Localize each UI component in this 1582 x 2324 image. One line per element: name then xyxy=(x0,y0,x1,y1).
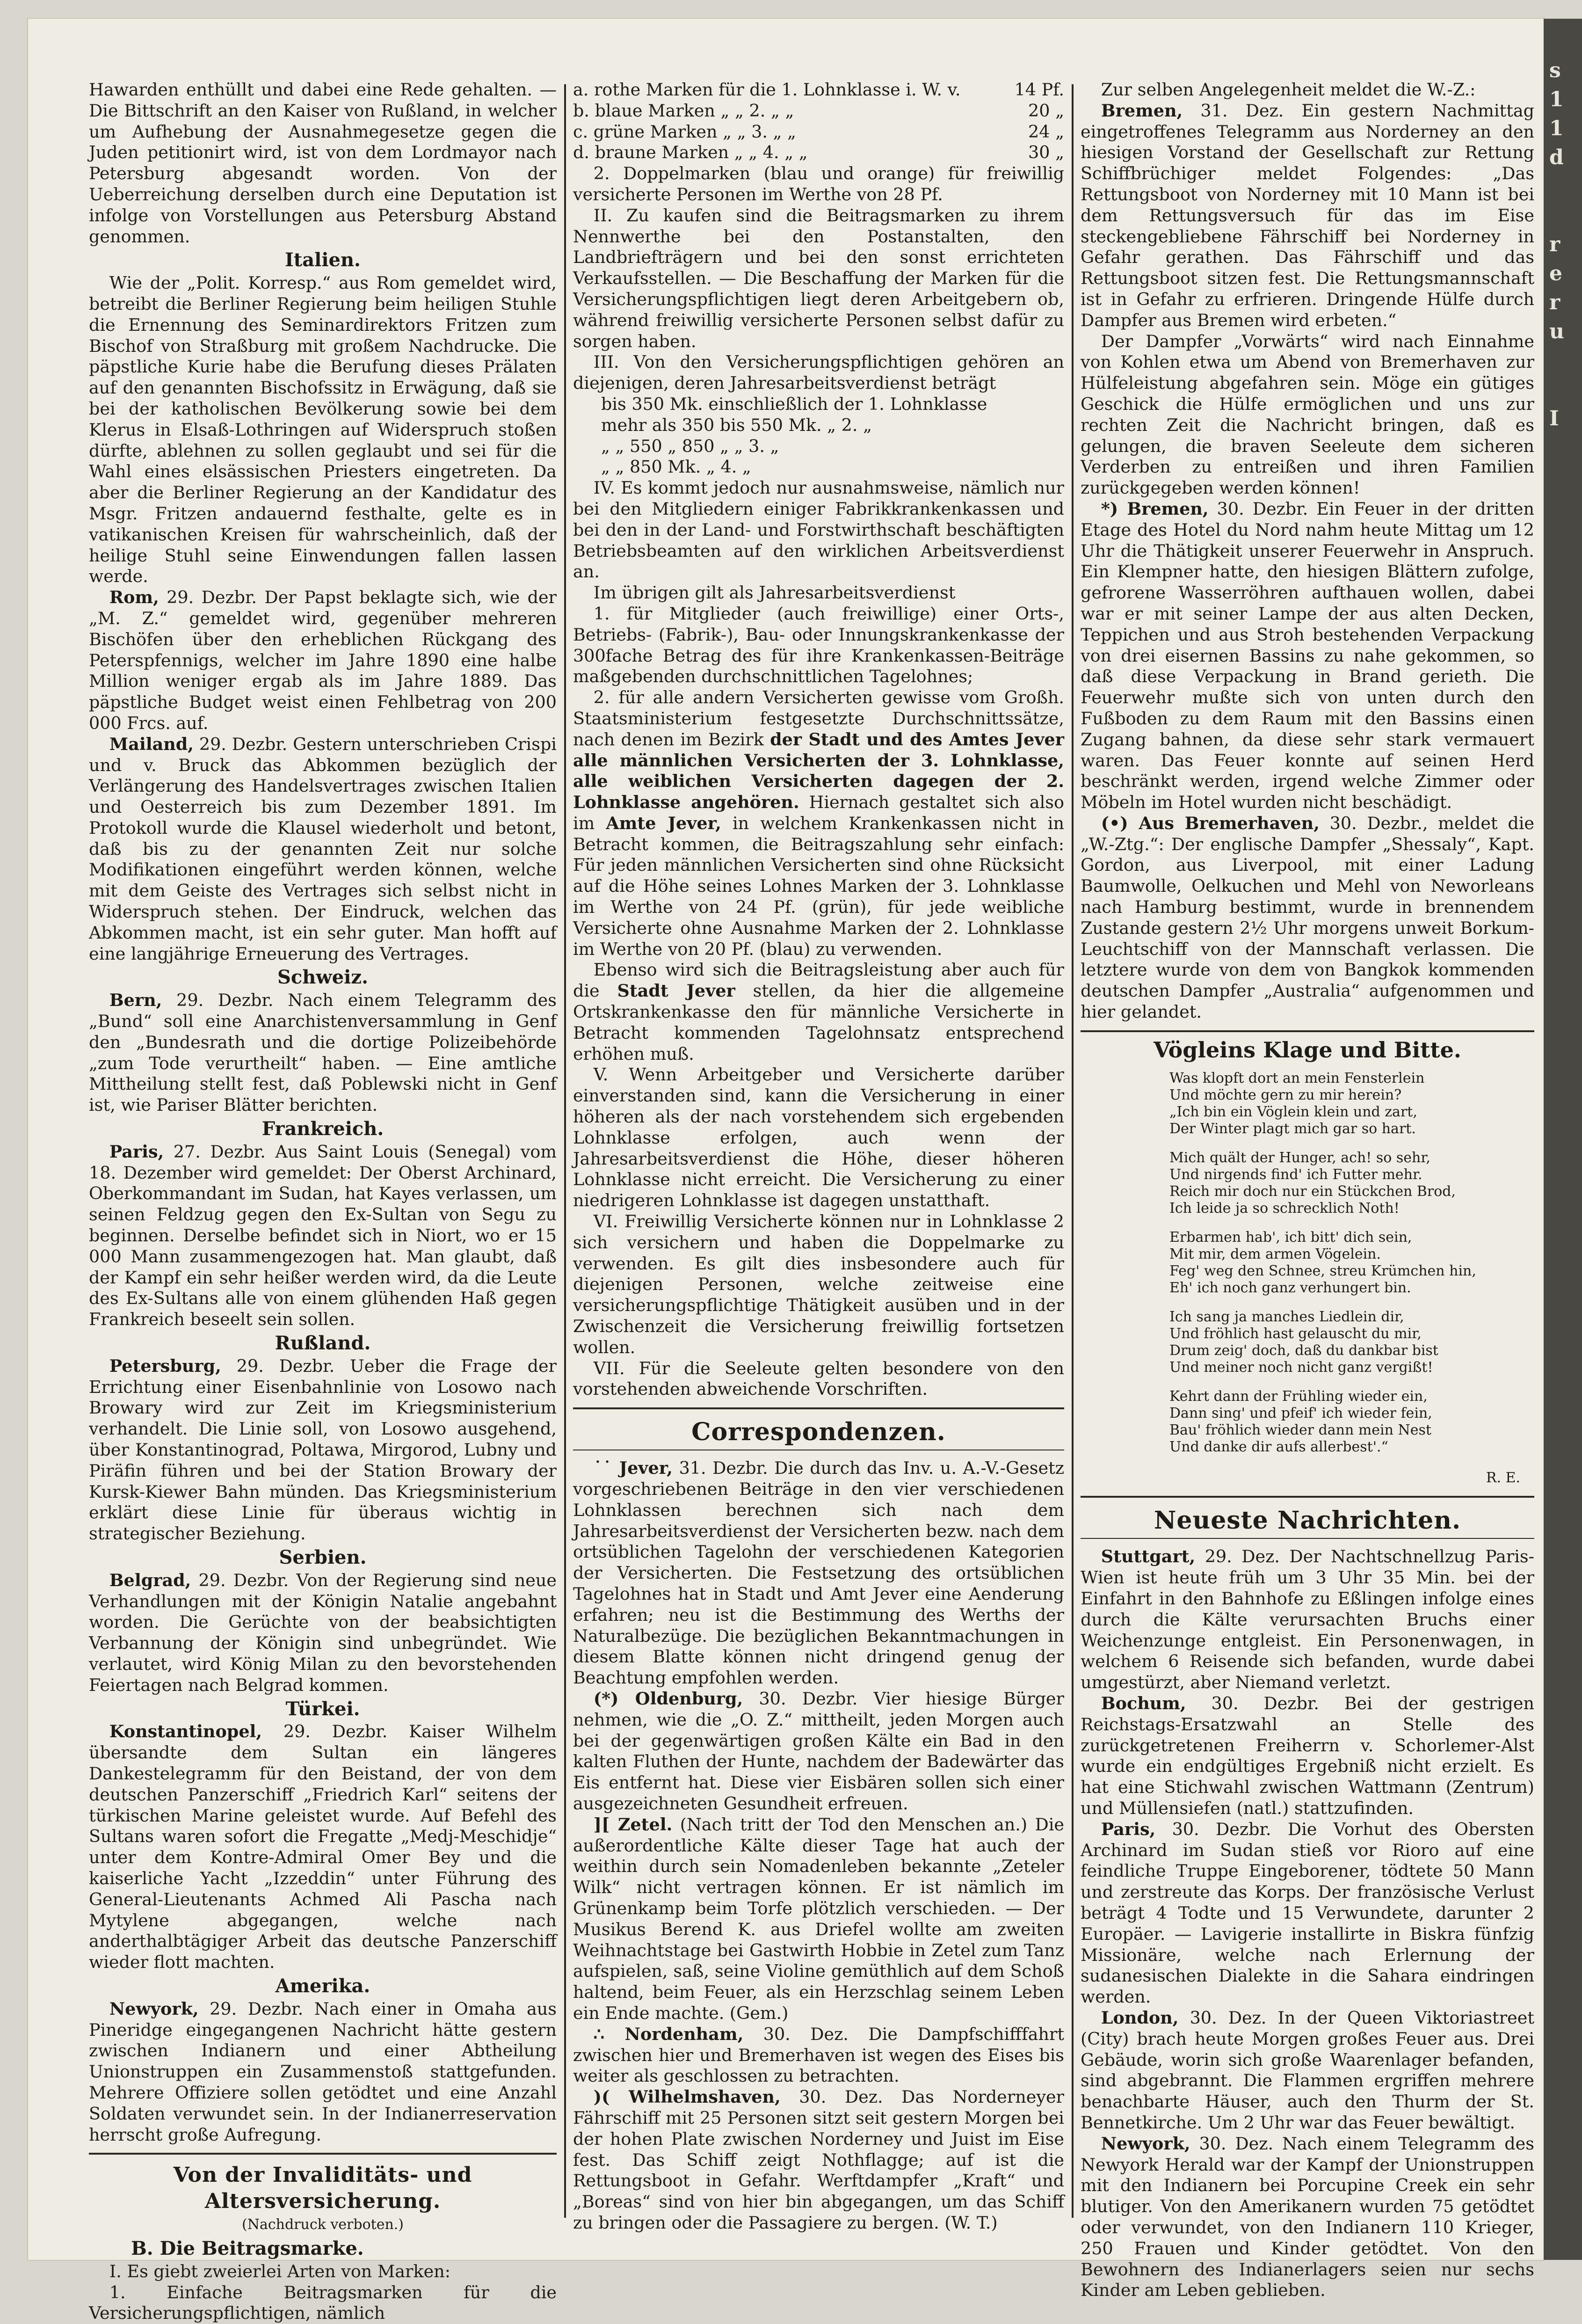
poem-stanza xyxy=(1169,1229,1534,1297)
mark-label: a. rothe Marken für die 1. Lohnklasse i. W. v. xyxy=(573,80,961,100)
article-text: (Nach tritt der Tod den Menschen an.) Die außerordentliche Kälte dieser Tage hat auch der weithin durch sein Nomadenleben bekannte „Zeteler Wilk“ nicht vertragen können. Er ist nämlich im Grünenkamp beim Torfe plötzlich verschieden. — Der Musikus Berend K. aus Driefel wollte am zweiten Weihnachtstage bei Gastwirth Hobbie in Zetel zum Tanz aufspielen, saß, seine Violine gemüthlich auf dem Schoß haltend, beim Feuer, als ein Herzschlag seinem Leben ein Ende machte. (Gem.) xyxy=(573,1814,1064,2023)
mark-row xyxy=(573,142,1064,163)
article-paragraph xyxy=(1081,2134,1534,2301)
dateline: (•) Aus Bremerhaven, xyxy=(1101,813,1320,833)
mark-label: d. braune Marken „ „ 4. „ „ xyxy=(573,142,808,163)
article-paragraph: II. Zu kaufen sind die Beitragsmarken zu ihrem Nennwerthe bei den Postanstalten, den Landbriefträgern und bei den sonst errichteten Verkaufsstellen. — Die Beschaffung der Marken für die Versicherungspflichtigen liegt deren Arbeitgebern ob, während freiwillig versicherte Personen selbst dafür zu sorgen haben. xyxy=(573,205,1064,351)
edge-fragment: I xyxy=(1549,407,1559,430)
poem-line: Dann sing' und pfeif' ich wieder fein, xyxy=(1169,1405,1432,1421)
horizontal-rule xyxy=(1081,1538,1534,1539)
horizontal-rule xyxy=(573,1407,1064,1409)
section-heading: Neueste Nachrichten. xyxy=(1154,1506,1461,1535)
poem-line: Und fröhlich hast gelauscht du mir, xyxy=(1169,1325,1422,1342)
marks-list xyxy=(573,80,1064,163)
article-text: 30. Dezbr. Ein Feuer in der dritten Etage des Hotel du Nord nahm heute Mittag um 12 Uhr die Thätigkeit unserer Feuerwehr in Anspruch. Ein Klempner hatte, den hiesigen Blättern zufolge, gefrorene Wasserröhren aufthauen wollen, dabei war er mit seiner Lampe der aus alten Decken, Teppichen und aus Stroh bestehenden Verpackung von drei eisernen Bassins zu nahe gekommen, so daß diese Verpackung in Brand gerieth. Die Feuerwehr mußte sich von unten durch den Fußboden zu dem Raum mit den Bassins einen Zugang bahnen, da diese sehr stark vermauert waren. Das Feuer konnte auf seinen Herd beschränkt werden, irgend welche Zimmer oder Möbeln im Hotel wurden nicht beschädigt. xyxy=(1081,498,1534,813)
edge-fragment: 1 xyxy=(1549,87,1564,111)
article-paragraph: 1. für Mitglieder (auch freiwillige) einer Orts-, Betriebs- (Fabrik-), Bau- oder Innungskrankenkasse der 300fache Betrag des für ihre Krankenkassen-Beiträge maßgebenden durchschnittlichen Tagelohnes; xyxy=(573,603,1064,687)
poem-line: Feg' weg den Schnee, streu Krümchen hin, xyxy=(1169,1262,1476,1279)
horizontal-rule xyxy=(1081,1496,1534,1498)
dateline: Bern, xyxy=(109,990,162,1011)
poem-line: Ich sang ja manches Liedlein dir, xyxy=(1169,1308,1404,1325)
income-table xyxy=(573,394,1064,478)
article-paragraph xyxy=(1081,1693,1534,1819)
dateline: Mailand, xyxy=(109,734,194,754)
section-heading: Correspondenzen. xyxy=(691,1418,946,1447)
subsection-heading: B. Die Beitragsmarke. xyxy=(131,2237,364,2260)
column-3 xyxy=(1081,80,1534,2301)
poem-line: Ich leide ja so schrecklich Noth! xyxy=(1169,1200,1400,1217)
emphasis-text: der Stadt und des Amtes Jever alle männlichen Versicherten der 3. Lohnklasse, alle weiblichen Versicherten dagegen der 2. Lohnklasse angehören. xyxy=(573,729,1064,813)
article-text: in welchem Krankenkassen nicht in Betracht kommen, die Beitragszahlung sehr einfach: Für jeden männlichen Versicherten sind ohne Rücksicht auf die Höhe seines Lohnes Marken der 3. Lohnklasse im Werthe von 24 Pf. (grün), für jede weibliche Versicherte ohne Ausnahme Marken der 2. Lohnklasse im Werthe von 20 Pf. (blau) zu verwenden. xyxy=(573,813,1064,959)
mark-label: c. grüne Marken „ „ 3. „ „ xyxy=(573,121,796,142)
dateline: )( Wilhelmshaven, xyxy=(593,2087,781,2107)
article-paragraph xyxy=(573,960,1064,1064)
dateline: Rom, xyxy=(109,587,159,608)
article-paragraph xyxy=(1081,1546,1534,1693)
article-text: 27. Dezbr. Aus Saint Louis (Senegal) vom 18. Dezember wird gemeldet: Der Oberst Archinard, Oberkommandant im Sudan, hat Kayes verlassen, um seinen Feldzug gegen den Ex-Sultan von Segu zu beginnen. Derselbe befindet sich in Niort, wo er 15 000 Mann zusammengezogen hat. Man glaubt, daß der Kampf ein sehr heißer werden wird, da die Leute des Ex-Sultans alle von einem glühenden Haß gegen Frankreich beseelt sein sollen. xyxy=(89,1141,557,1330)
article-paragraph xyxy=(573,2087,1064,2234)
article-text: 30. Dezbr., meldet die „W.-Ztg.“: Der englische Dampfer „Shessaly“, Kapt. Gordon, aus Liverpool, mit einer Ladung Baumwolle, Oelkuchen und Mehl von Neworleans nach Hamburg bestimmt, wurde in brennendem Zustande gestern 2½ Uhr morgens unweit Borkum-Leuchtschiff von der Mannschaft verlassen. Die letztere wurde von dem von Bangkok kommenden deutschen Dampfer „Australia“ aufgenommen und hier gelandet. xyxy=(1081,813,1534,1022)
article-paragraph xyxy=(573,2024,1064,2087)
emphasis-text: Stadt Jever xyxy=(617,981,735,1001)
poem-line: Bau' fröhlich wieder dann mein Nest xyxy=(1169,1421,1431,1438)
poem-stanza xyxy=(1169,1388,1534,1456)
poem-line: Eh' ich noch ganz verhungert bin. xyxy=(1169,1279,1411,1296)
article-text: 29. Dezbr. Von der Regierung sind neue Verhandlungen mit der Königin Natalie angebahnt worden. Die Gerüchte von der beabsichtigten Verbannung der Königin sind unbegründet. Wie verlautet, wird König Milan zu den bevorstehenden Feiertagen nach Belgrad kommen. xyxy=(89,1570,557,1695)
poem-line: Und nirgends find' ich Futter mehr. xyxy=(1169,1166,1422,1183)
poem-line: Erbarmen hab', ich bitt' dich sein, xyxy=(1169,1229,1412,1246)
dateline: Bremen, xyxy=(1101,100,1183,121)
horizontal-rule xyxy=(1081,1030,1534,1032)
income-row: bis 350 Mk. einschließlich der 1. Lohnklasse xyxy=(601,393,987,414)
edge-fragment xyxy=(1549,201,1577,230)
section-heading: Rußland. xyxy=(275,1332,371,1355)
article-paragraph xyxy=(89,587,557,734)
poem-line: Und möchte gern zu mir herein? xyxy=(1169,1086,1402,1103)
article-paragraph: Hawarden enthüllt und dabei eine Rede gehalten. — Die Bittschrift an den Kaiser von Rußland, in welcher um Aufhebung der Ausnahmegesetze gegen die Juden petitionirt wird, ist von dem Lordmayor nach Petersburg abgesandt worden. Von der Ueberreichung derselben durch eine Deputation ist infolge von Vorstellungen aus Petersburg Abstand genommen. xyxy=(89,80,557,247)
article-text: 29. Dezbr. Nach einer in Omaha aus Pineridge eingegangenen Nachricht hätte gestern zwischen Indianern und einer Abtheilung Unionstruppen ein Zusammenstoß stattgefunden. Mehrere Offiziere sollen getödtet und eine Anzahl Soldaten verwundet sein. In der Indianerreservation herrscht große Aufregung. xyxy=(89,1998,557,2145)
article-paragraph xyxy=(573,687,1064,960)
section-heading: Italien. xyxy=(285,249,361,271)
adjacent-page-text xyxy=(1549,56,1577,433)
article-paragraph: Der Dampfer „Vorwärts“ wird nach Einnahme von Kohlen etwa um Abend von Bremerhaven zur Hülfeleistung abgefahren sein. Möge ein gütiges Geschick die Hülfe ermöglichen und uns zur rechten Zeit die Nachricht bringen, daß es gelungen, die braven Seeleute dem sicheren Verderben zu entreißen und ihren Familien zurückgegeben werden können! xyxy=(1081,331,1534,498)
poem-stanza xyxy=(1169,1150,1534,1217)
article-paragraph xyxy=(89,1570,557,1696)
income-row: mehr als 350 bis 550 Mk. „ 2. „ xyxy=(601,415,872,435)
poem-line: Kehrt dann der Frühling wieder ein, xyxy=(1169,1388,1428,1405)
poem-line: Und meiner noch nicht ganz vergißt! xyxy=(1169,1359,1433,1376)
poem-signature: R. E. xyxy=(1486,1469,1520,1486)
mark-row xyxy=(573,122,1064,143)
mark-value: 14 Pf. xyxy=(1014,80,1064,100)
poem-line: Drum zeig' doch, daß du dankbar bist xyxy=(1169,1342,1438,1359)
article-text: 30. Dezbr. Die Vorhut des Obersten Archinard im Sudan stieß vor Rioro auf eine feindliche Truppe Eingeborener, tödtete 50 Mann und zerstreute das Korps. Der französische Verlust beträgt 4 Todte und 15 Verwundete, darunter 2 Europäer. — Lavigerie installirte in Biskra fünfzig Missionäre, welche nach Erlernung der sudanesischen Dialekte in die Sahara eindringen werden. xyxy=(1081,1819,1534,2007)
article-paragraph: VI. Freiwillig Versicherte können nur in Lohnklasse 2 sich versichern und haben die Doppelmarke zu verwenden. Es gilt dies insbesondere auch für diejenigen Personen, welche zeitweise eine versicherungspflichtige Thätigkeit ausüben und in der Zwischenzeit die Versicherung freiwillig fortsetzen wollen. xyxy=(573,1211,1064,1357)
section-heading: Amerika. xyxy=(275,1974,370,1997)
dateline: Konstantinopel, xyxy=(109,1721,262,1742)
column-2 xyxy=(573,80,1065,2233)
article-paragraph: Zur selben Angelegenheit meldet die W.-Z.: xyxy=(1101,80,1476,100)
article-paragraph xyxy=(1081,2008,1534,2134)
horizontal-rule xyxy=(89,2153,557,2155)
article-text: 30. Dez. Nach einem Telegramm des Newyork Herald war der Kampf der Unionstruppen mit den Indianern bei Porcupine Creek ein sehr blutiger. Von den Amerikanern wurden 75 getödtet oder verwundet, von den Indianern 110 Krieger, 250 Frauen und Kinder getödtet. Von den Bewohnern des Indianerlagers seien nur sechs Kinder am Leben geblieben. xyxy=(1081,2133,1534,2301)
article-text: 30. Dezbr. Vier hiesige Bürger nehmen, wie die „O. Z.“ mittheilt, jeden Morgen auch bei der gegenwärtigen großen Kälte ein Bad in den kalten Fluthen der Hunte, nachdem der Badewärter das Eis entfernt hat. Diese vier Eisbären sollen sich einer ausgezeichneten Gesundheit erfreuen. xyxy=(573,1688,1064,1814)
section-heading: Frankreich. xyxy=(261,1118,384,1140)
dateline: Stuttgart, xyxy=(1101,1546,1196,1567)
edge-fragment: e xyxy=(1549,262,1562,285)
dateline: *) Bremen, xyxy=(1101,498,1209,519)
edge-fragment: 1 xyxy=(1549,117,1564,140)
column-1 xyxy=(89,80,557,2324)
article-text: 29. Dezbr. Nach einem Telegramm des „Bund“ soll eine Anarchistenversammlung in Genf den „Bundesrath und die dortige Polizeibehörde „zum Tode verurtheilt“ haben. — Eine amtliche Mittheilung stellt fest, daß Poblewski nicht in Genf ist, wie Pariser Blätter berichten. xyxy=(89,990,557,1115)
edge-fragment xyxy=(1549,346,1577,375)
article-text: Hiernach gestaltet sich also im xyxy=(573,792,1065,833)
article-text: 29. Dez. Der Nachtschnellzug Paris-Wien ist heute früh um 3 Uhr 35 Min. bei der Einfahrt in den Bahnhofe zu Eßlingen infolge eines durch die Kälte verursachten Bruchs einer Weichenzunge entgleist. Ein Personenwagen, in welchem 6 Reisende sich befanden, wurde dabei umgestürzt, aber Niemand verletzt. xyxy=(1081,1546,1534,1693)
article-paragraph xyxy=(573,1689,1064,1814)
dateline: Petersburg, xyxy=(109,1355,221,1376)
section-heading: Serbien. xyxy=(279,1546,367,1568)
article-paragraph xyxy=(573,1458,1064,1689)
article-paragraph: 2. Doppelmarken (blau und orange) für freiwillig versicherte Personen im Werthe von 28 Pf. xyxy=(573,163,1064,204)
article-text: 30. Dez. Die Dampfschifffahrt zwischen hier und Bremerhaven ist wegen des Eises bis weiter als geschlossen zu betrachten. xyxy=(573,2024,1064,2086)
poem-title: Vögleins Klage und Bitte. xyxy=(1154,1037,1461,1063)
column-rule-2 xyxy=(1072,84,1074,2218)
dateline: London, xyxy=(1101,2007,1179,2028)
mark-label: b. blaue Marken „ „ 2. „ „ xyxy=(573,100,794,121)
article-text: 30. Dezbr. Bei der gestrigen Reichstags-Ersatzwahl an Stelle des zurückgetretenen Freiherrn v. Schorlemer-Alst wurde ein endgültiges Ergebniß nicht erzielt. Es hat eine Stichwahl zwischen Wattmann (Zentrum) und Müllensiefen (natl.) stattzufinden. xyxy=(1081,1693,1534,1819)
article-paragraph xyxy=(1081,499,1534,813)
income-row: „ „ 550 „ 850 „ „ 3. „ xyxy=(601,436,779,456)
article-text: 31. Dez. Ein gestern Nachmittag eingetroffenes Telegramm aus Norderney an den hiesigen Vorstand der Gesellschaft zur Rettung Schiffbrüchiger meldet Folgendes: „Das Rettungsboot von Norderney mit 10 Mann ist bei dem Rettungsversuch für das im Eise steckengebliebene Fährschiff bei Norderney in Gefahr gerathen. Das Fährschiff und das Rettungsboot sitzen fest. Die Rettungsmannschaft ist in Gefahr zu erfrieren. Dringende Hülfe durch Dampfer aus Bremen wird erbeten.“ xyxy=(1081,100,1534,330)
poem-line: Und danke dir aufs allerbest'.“ xyxy=(1169,1438,1388,1455)
dateline: ∴ Nordenham, xyxy=(593,2024,744,2044)
poem-line: Was klopft dort an mein Fensterlein xyxy=(1169,1070,1425,1086)
column-rule-1 xyxy=(564,84,566,2218)
article-paragraph xyxy=(89,990,557,1116)
dateline: Bochum, xyxy=(1101,1693,1186,1714)
dateline: Newyork, xyxy=(109,1998,199,2019)
article-paragraph: 1. Einfache Beitragsmarken für die Versicherungspflichtigen, nämlich xyxy=(89,2282,557,2324)
article-text: 30. Dez. Das Norderneyer Fährschiff mit 25 Personen sitzt seit gestern Morgen bei der hohen Plate zwischen Norderney und Juist im Eise fest. Das Schiff zeigt Nothflagge; auf ist die Rettungsboot in Gefahr. Werftdampfer „Kraft“ und „Boreas“ sind von hier bin abgegangen, um das Schiff zu bringen oder die Passagiere zu bergen. (W. T.) xyxy=(573,2087,1064,2233)
dateline: Paris, xyxy=(109,1141,164,1162)
edge-fragment xyxy=(1549,172,1577,201)
article-paragraph xyxy=(89,1721,557,1973)
dateline: ][ Zetel. xyxy=(593,1814,673,1835)
article-paragraph xyxy=(89,1356,557,1544)
article-text: Ebenso wird sich die Beitragsleistung aber auch für die xyxy=(573,960,1064,1001)
article-text: 29. Dezbr. Der Papst beklagte sich, wie der „M. Z.“ gemeldet wird, gegenüber mehreren Bischöfen über den erheblichen Rückgang des Peterspfennigs, welcher im Jahre 1890 eine halbe Million weniger ergab als im Jahre 1889. Das päpstliche Budget weist einen Fehlbetrag von 200 000 Frcs. auf. xyxy=(89,587,557,733)
poem-line: Mich quält der Hunger, ach! so sehr, xyxy=(1169,1149,1430,1166)
article-text: 31. Dezbr. Die durch das Inv. u. A.-V.-Gesetz vorgeschriebenen Beiträge in den vier verschiedenen Lohnklassen berechnen sich nach dem Jahresarbeitsverdienst der Versicherten bezw. nach dem ortsüblichen Tagelohn der verschiedenen Kategorien der Versicherten. Die Festsetzung des ortsüblichen Tagelohnes hat in Stadt und Amt Jever eine Aenderung erfahren; neu ist die Bestimmung des Werths der Naturalbezüge. Die bezüglichen Bekanntmachungen in diesem Blatte können nicht dringend genug der Beachtung empfohlen werden. xyxy=(573,1458,1064,1688)
article-paragraph xyxy=(89,1142,557,1330)
article-paragraph: V. Wenn Arbeitgeber und Versicherte darüber einverstanden sind, kann die Versicherung in einer höheren als der nach vorstehendem sich ergebenden Lohnklasse erfolgen, auch wenn der Jahresarbeitsverdienst die Höhe, dieser höheren Lohnklasse nicht erreicht. Die Versicherung zu einer niedrigeren Lohnklasse ist dagegen unstatthaft. xyxy=(573,1064,1064,1211)
article-paragraph: Wie der „Polit. Korresp.“ aus Rom gemeldet wird, betreibt die Berliner Regierung beim heiligen Stuhle die Ernennung des Seminardirektors Fritzen zum Bischof von Straßburg mit großem Nachdrucke. Die päpstliche Kurie habe die Berufung dieses Prälaten auf den genannten Bischofssitz in Erwägung, daß sie bei der katholischen Bevölkerung sowie bei dem Klerus in Elsaß-Lothringen auf Widerspruch stoßen dürfte, ablehnen zu sollen geglaubt und sei für die Wahl eines elsässischen Priesters eingetreten. Da aber die Berliner Regierung an der Kandidatur des Msgr. Fritzen andauernd festhalte, gelte es in vatikanischen Kreisen für wahrscheinlich, daß der heilige Stuhl seine Einwendungen fallen lassen werde. xyxy=(89,273,557,587)
edge-fragment: s xyxy=(1549,58,1561,82)
dateline: Belgrad, xyxy=(109,1570,191,1590)
poem-line: „Ich bin ein Vöglein klein und zart, xyxy=(1169,1103,1417,1120)
article-paragraph xyxy=(89,1999,557,2146)
article-paragraph: IV. Es kommt jedoch nur ausnahmsweise, nämlich nur bei den Mitgliedern einiger Fabrikkrankenkassen und bei den in der Land- und Forstwirthschaft beschäftigten Betriebsbeamten auf den wirklichen Arbeitsverdienst an. xyxy=(573,478,1064,582)
mark-value: 24 „ xyxy=(1028,121,1064,142)
edge-fragment: d xyxy=(1549,146,1564,169)
mark-row xyxy=(573,101,1064,122)
edge-fragment: r xyxy=(1549,291,1560,314)
article-paragraph: Im übrigen gilt als Jahresarbeitsverdienst xyxy=(593,583,956,603)
article-text: 29. Dezbr. Gestern unterschrieben Crispi und v. Bruck das Abkommen bezüglich der Verlängerung des Handelsvertrages zwischen Italien und Oesterreich bis zum Dezember 1891. Im Protokoll wurde die Klausel wiederholt und betont, daß bis zu der genannten Zeit nur solche Modifikationen eingeführt werden können, welche mit dem Geiste des Vertrages sich selbst nicht in Widerspruch stehen. Der Eindruck, welchen das Abkommen macht, ist ein sehr guter. Man hofft auf eine langjährige Erneuerung des Vertrages. xyxy=(89,734,557,964)
article-text: 2. für alle andern Versicherten gewisse vom Großh. Staatsministerium festgesetzte Durchschnittssätze, nach denen im Bezirk xyxy=(573,687,1064,750)
section-heading: Türkei. xyxy=(285,1697,360,1720)
dateline: Newyork, xyxy=(1101,2133,1190,2154)
edge-fragment xyxy=(1549,375,1577,404)
article-paragraph: VII. Für die Seeleute gelten besondere von den vorstehenden abweichende Vorschriften. xyxy=(573,1358,1064,1399)
mark-row xyxy=(573,80,1064,101)
article-paragraph xyxy=(1081,813,1534,1023)
article-paragraph: III. Von den Versicherungspflichtigen gehören an diejenigen, deren Jahresarbeitsverdienst beträgt xyxy=(573,352,1064,393)
article-paragraph xyxy=(89,734,557,965)
emphasis-text: Amte Jever, xyxy=(606,813,721,833)
article-text: stellen, da hier die allgemeine Ortskrankenkasse den für männliche Versicherte in Betracht kommenden Tagelohnsatz entsprechend erhöhen muß. xyxy=(573,981,1065,1064)
poem-line: Der Winter plagt mich gar so hart. xyxy=(1169,1120,1416,1137)
income-row: „ „ 850 Mk. „ 4. „ xyxy=(601,457,751,477)
mark-value: 30 „ xyxy=(1028,142,1064,163)
article-paragraph: I. Es giebt zweierlei Arten von Marken: xyxy=(109,2261,451,2281)
article-text: 30. Dez. In der Queen Viktoriastreet (City) brach heute Morgen großes Feuer aus. Drei Gebäude, worin sich große Waarenlager befanden, sind abgebrannt. Die Flammen ergriffen mehrere benachbarte Häuser, auch den Thurm der St. Bennetkirche. Um 2 Uhr war das Feuer bewältigt. xyxy=(1081,2007,1534,2133)
poem xyxy=(1081,1070,1534,1456)
poem-line: Reich mir doch nur ein Stückchen Brod, xyxy=(1169,1183,1456,1200)
reprint-notice: (Nachdruck verboten.) xyxy=(241,2216,404,2233)
edge-fragment: u xyxy=(1549,320,1564,343)
article-paragraph xyxy=(1081,101,1534,331)
dateline: ˙˙ Jever, xyxy=(593,1458,673,1479)
section-heading: Schweiz. xyxy=(277,966,369,989)
article-text: 29. Dezbr. Kaiser Wilhelm übersandte dem Sultan ein längeres Dankestelegramm für den Beistand, der von dem deutschen Panzerschiff „Friedrich Karl“ seitens der türkischen Marine geleistet wurde. Auf Befehl des Sultans waren sofort die Fregatte „Medj-Meschidje“ unter dem Kontre-Admiral Omer Bey und die kaiserliche Yacht „Izzeddin“ unter Führung des General-Lieutenants Achmed Ali Pascha nach Mytylene abgegangen, welche nach anderthalbtägiger Arbeit das deutsche Panzerschiff wieder flott machten. xyxy=(89,1721,557,1973)
poem-stanza xyxy=(1169,1070,1534,1137)
dateline: Paris, xyxy=(1101,1819,1156,1839)
feature-heading: Von der Invaliditäts- und Altersversicherung. xyxy=(173,2163,472,2214)
edge-fragment: r xyxy=(1549,233,1560,256)
mark-value: 20 „ xyxy=(1028,100,1064,121)
article-paragraph xyxy=(1081,1819,1534,2008)
article-paragraph xyxy=(573,1814,1064,2024)
poem-line: Mit mir, dem armen Vögelein. xyxy=(1169,1246,1381,1262)
poem-stanza xyxy=(1169,1309,1534,1376)
article-text: 29. Dezbr. Ueber die Frage der Errichtung einer Eisenbahnlinie von Losowo nach Browary wird zur Zeit im Kriegsministerium verhandelt. Die Linie soll, von Losowo ausgehend, über Konstantinograd, Poltawa, Mirgorod, Lubny und Piräfin führen und bei der Station Browary der Kursk-Kiewer Bahn münden. Das Kriegsministerium erklärt diese Linie für überaus wichtig in strategischer Beziehung. xyxy=(89,1355,557,1544)
dateline: (*) Oldenburg, xyxy=(593,1688,743,1709)
